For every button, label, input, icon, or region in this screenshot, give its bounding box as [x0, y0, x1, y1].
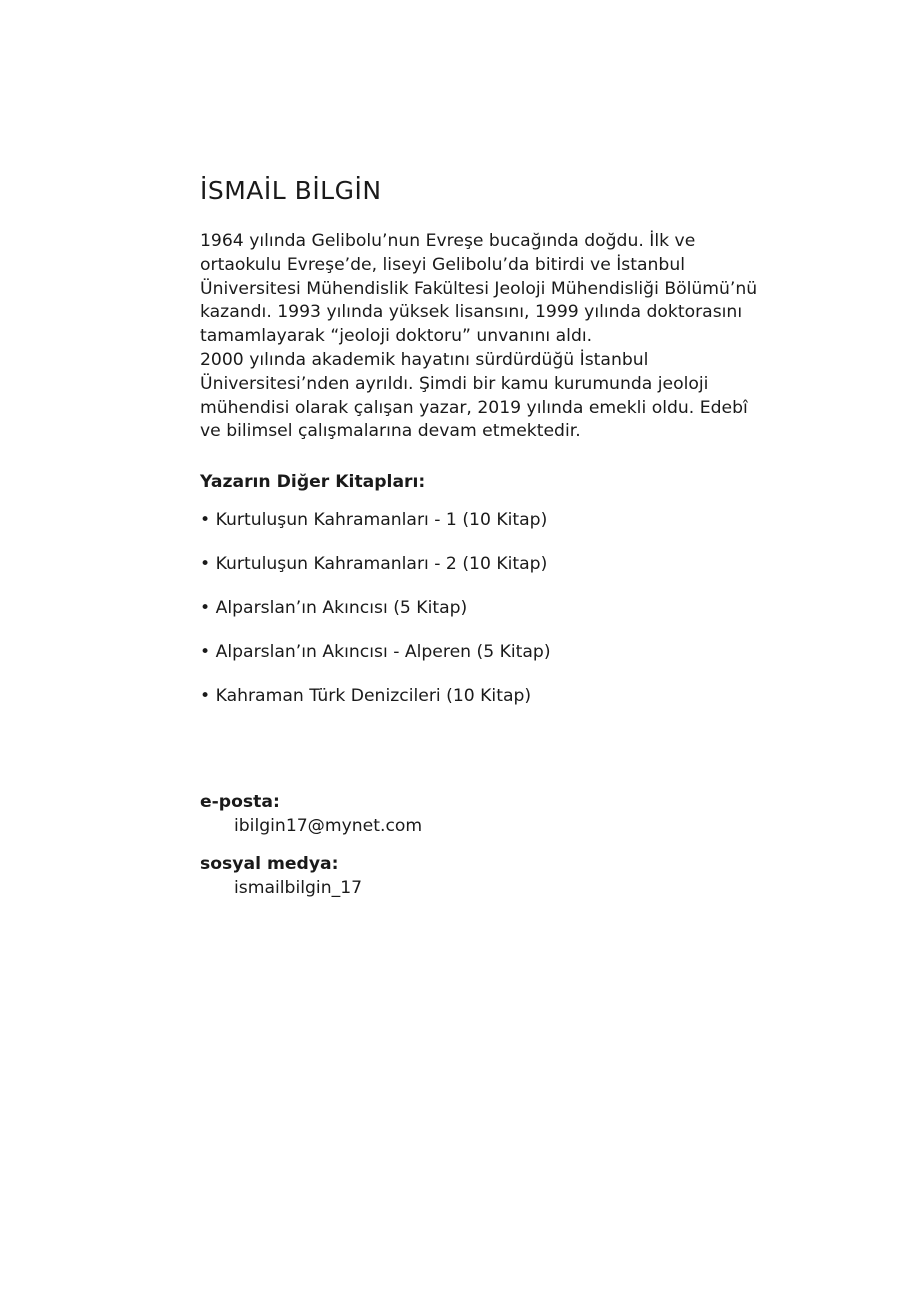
author-name: İSMAİL BİLGİN: [200, 176, 382, 205]
author-biography: [200, 230, 760, 444]
email-address: ibilgin17@mynet.com: [234, 816, 423, 837]
other-books-list: [200, 508, 760, 728]
social-media-handle: ismailbilgin_17: [234, 878, 363, 899]
book-item: • Kurtuluşun Kahramanları - 1 (10 Kitap): [200, 510, 548, 531]
book-item: • Alparslan’ın Akıncısı (5 Kitap): [200, 598, 468, 619]
email-block: [200, 790, 760, 838]
contact-section: [200, 790, 760, 900]
social-media-block: [200, 852, 760, 900]
book-item: • Alparslan’ın Akıncısı - Alperen (5 Kitap): [200, 642, 551, 663]
email-label: e-posta:: [200, 792, 280, 813]
book-item: • Kahraman Türk Denizcileri (10 Kitap): [200, 686, 532, 707]
social-media-label: sosyal medya:: [200, 854, 339, 875]
biography-paragraph-2: 2000 yılında akademik hayatını sürdürdüğü İstanbul Üniversitesi’nden ayrıldı. Şimdi bir kamu kurumunda jeoloji mühendisi olarak çalışan yazar, 2019 yılında emekli oldu. Edebî ve bilimsel çalışmalarına devam etmektedir.: [200, 349, 748, 442]
author-page: [200, 172, 760, 914]
biography-paragraph-1: 1964 yılında Gelibolu’nun Evreşe bucağında doğdu. İlk ve ortaokulu Evreşe’de, liseyi Gelibolu’da bitirdi ve İstanbul Üniversitesi Mühendislik Fakültesi Jeoloji Mühendisliği Bölümü’nü kazandı. 1993 yılında yüksek lisansını, 1999 yılında doktorasını tamamlayarak “jeoloji doktoru” unvanını aldı.: [200, 231, 758, 347]
other-books-heading: Yazarın Diğer Kitapları:: [200, 472, 426, 493]
book-item: • Kurtuluşun Kahramanları - 2 (10 Kitap): [200, 554, 548, 575]
